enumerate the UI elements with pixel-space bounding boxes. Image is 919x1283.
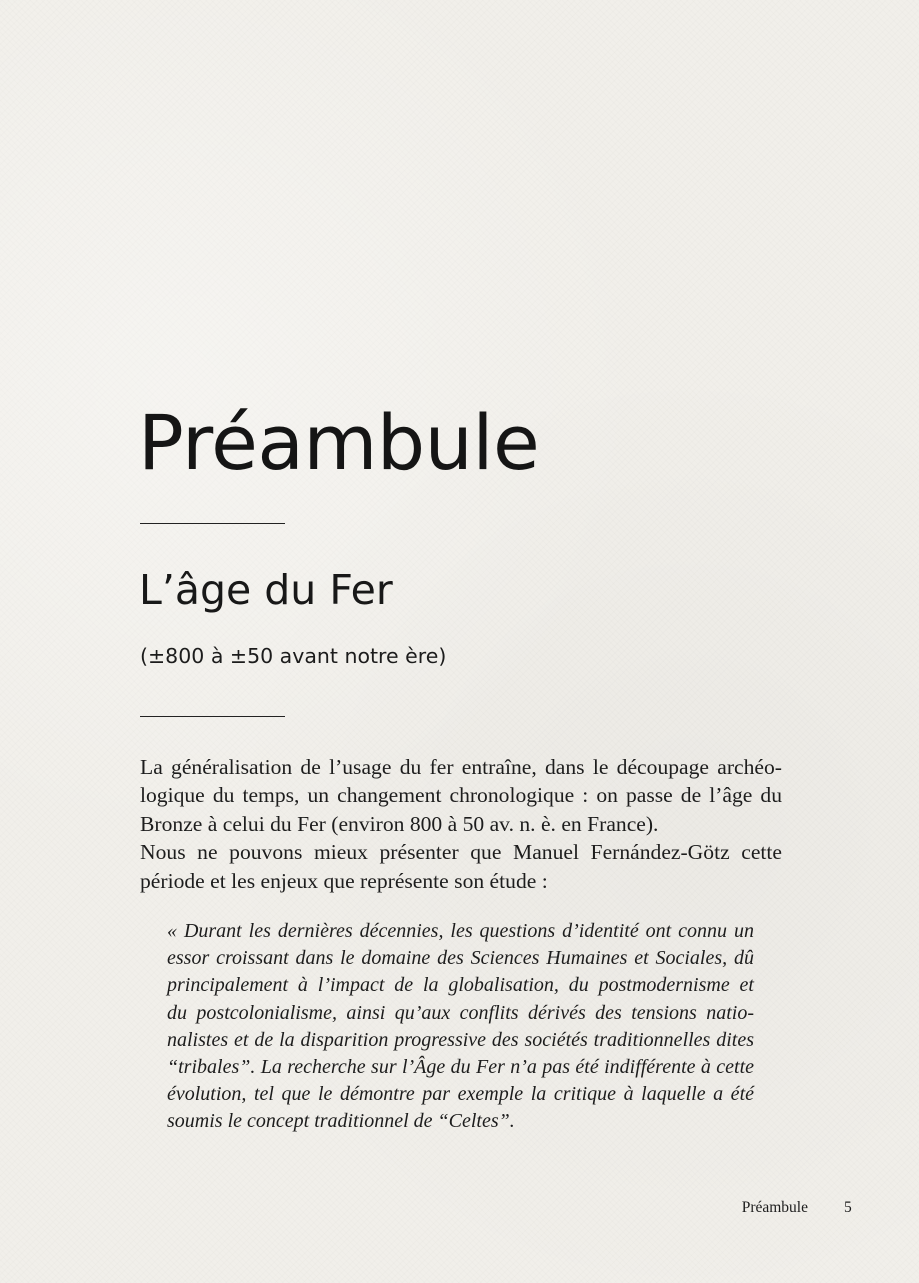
- quote-line: “tribales”. La recherche sur l’Âge du Fer n’a pas été indifférente à cette: [167, 1056, 754, 1079]
- body-line: Bronze à celui du Fer (environ 800 à 50 av. n. è. en France).: [140, 811, 659, 836]
- body-line: La généralisation de l’usage du fer entraîne, dans le découpage archéo-: [140, 755, 782, 779]
- chapter-title: Préambule: [138, 398, 540, 487]
- body-paragraph: [140, 753, 782, 895]
- quote-line: « Durant les dernières décennies, les questions d’identité ont connu un: [167, 920, 754, 942]
- section-divider: [140, 716, 285, 717]
- quote-line: essor croissant dans le domaine des Sciences Humaines et Sociales, dû: [167, 947, 754, 970]
- page-number: 5: [844, 1199, 852, 1216]
- body-line: Nous ne pouvons mieux présenter que Manuel Fernández-Götz cette: [140, 840, 782, 865]
- running-head: Préambule: [741, 1199, 808, 1216]
- block-quote: [167, 918, 754, 1136]
- body-line: période et les enjeux que représente son étude :: [140, 868, 548, 893]
- body-line: logique du temps, un changement chronologique : on passe de l’âge du: [140, 783, 782, 808]
- quote-line: évolution, tel que le démontre par exemple la critique à laquelle a été: [167, 1083, 754, 1106]
- quote-line: du postcolonialisme, ainsi qu’aux conflits dérivés des tensions natio-: [167, 1001, 754, 1024]
- title-divider: [140, 523, 285, 524]
- page-footer: [0, 1199, 919, 1223]
- quote-line: soumis le concept traditionnel de “Celtes”.: [167, 1110, 515, 1133]
- section-title: L’âge du Fer: [139, 566, 393, 614]
- quote-line: nalistes et de la disparition progressive des sociétés traditionnelles dites: [167, 1028, 754, 1051]
- section-subtitle: (±800 à ±50 avant notre ère): [140, 644, 447, 668]
- quote-line: principalement à l’impact de la globalisation, du postmodernisme et: [167, 974, 754, 997]
